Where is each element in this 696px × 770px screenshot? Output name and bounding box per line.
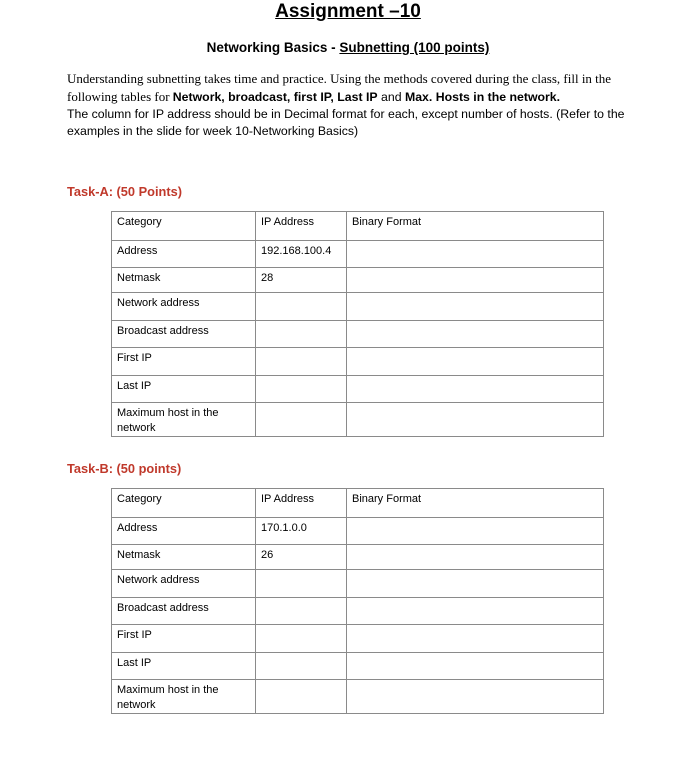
ip-address-cell[interactable] — [256, 348, 347, 376]
binary-format-cell[interactable] — [347, 268, 604, 293]
ip-address-cell[interactable]: 28 — [256, 268, 347, 293]
header-ip-address: IP Address — [256, 212, 347, 241]
instructions-text: Understanding subnetting takes time and practice. Using the methods covered during the class, fill in the following tables for — [67, 71, 612, 104]
category-cell: Last IP — [112, 653, 256, 680]
ip-address-cell[interactable] — [256, 680, 347, 714]
binary-format-cell[interactable] — [347, 598, 604, 625]
subtitle-prefix: Networking Basics - — [206, 40, 340, 55]
header-binary-format: Binary Format — [347, 489, 604, 518]
category-cell: Maximum host in the network — [112, 680, 256, 714]
binary-format-cell[interactable] — [347, 348, 604, 376]
table-row — [112, 625, 604, 653]
table-row — [112, 321, 604, 348]
binary-format-cell[interactable] — [347, 403, 604, 437]
category-cell: First IP — [112, 348, 256, 376]
header-binary-format: Binary Format — [347, 212, 604, 241]
binary-format-cell[interactable] — [347, 570, 604, 598]
table-row — [112, 518, 604, 545]
category-cell: Maximum host in the network — [112, 403, 256, 437]
binary-format-cell[interactable] — [347, 293, 604, 321]
binary-format-cell[interactable] — [347, 680, 604, 714]
table-row — [112, 545, 604, 570]
table-row — [112, 570, 604, 598]
instructions-paragraph-2: The column for IP address should be in Decimal format for each, except number of hosts. (Refer to the examples in the slide for week 10-Networking Basics) — [67, 107, 625, 138]
binary-format-cell[interactable] — [347, 625, 604, 653]
table-header-row — [112, 489, 604, 518]
ip-address-cell[interactable] — [256, 598, 347, 625]
table-row — [112, 376, 604, 403]
instructions-and: and — [377, 90, 405, 104]
binary-format-cell[interactable] — [347, 518, 604, 545]
category-cell: Netmask — [112, 268, 256, 293]
header-ip-address: IP Address — [256, 489, 347, 518]
page-subtitle — [0, 40, 696, 55]
category-cell: First IP — [112, 625, 256, 653]
task-a-table — [111, 211, 604, 437]
table-row — [112, 293, 604, 321]
binary-format-cell[interactable] — [347, 545, 604, 570]
page-title — [0, 1, 696, 23]
binary-format-cell[interactable] — [347, 376, 604, 403]
table-row — [112, 241, 604, 268]
table-row — [112, 680, 604, 714]
instructions — [67, 70, 642, 140]
category-cell: Network address — [112, 570, 256, 598]
header-category: Category — [112, 489, 256, 518]
table-row — [112, 403, 604, 437]
binary-format-cell[interactable] — [347, 653, 604, 680]
instructions-paragraph-1 — [67, 70, 642, 106]
ip-address-cell[interactable]: 192.168.100.4 — [256, 241, 347, 268]
table-row — [112, 348, 604, 376]
category-cell: Address — [112, 518, 256, 545]
category-cell: Network address — [112, 293, 256, 321]
binary-format-cell[interactable] — [347, 321, 604, 348]
page-title-text: Assignment –10 — [275, 1, 421, 22]
instructions-bold-hosts: Max. Hosts in the network. — [404, 90, 561, 104]
table-row — [112, 268, 604, 293]
ip-address-cell[interactable] — [256, 376, 347, 403]
task-b-table — [111, 488, 604, 714]
ip-address-cell[interactable] — [256, 653, 347, 680]
ip-address-cell[interactable] — [256, 403, 347, 437]
category-cell: Netmask — [112, 545, 256, 570]
ip-address-cell[interactable]: 26 — [256, 545, 347, 570]
header-category: Category — [112, 212, 256, 241]
category-cell: Broadcast address — [112, 321, 256, 348]
category-cell: Last IP — [112, 376, 256, 403]
instructions-bold-fields: Network, broadcast, first IP, Last IP — [172, 90, 378, 104]
ip-address-cell[interactable] — [256, 293, 347, 321]
task-b-heading: Task-B: (50 points) — [67, 461, 182, 476]
ip-address-cell[interactable] — [256, 625, 347, 653]
ip-address-cell[interactable]: 170.1.0.0 — [256, 518, 347, 545]
task-a-heading: Task-A: (50 Points) — [67, 184, 182, 199]
category-cell: Address — [112, 241, 256, 268]
subtitle-points: Subnetting (100 points) — [339, 40, 490, 55]
table-row — [112, 653, 604, 680]
category-cell: Broadcast address — [112, 598, 256, 625]
ip-address-cell[interactable] — [256, 570, 347, 598]
table-row — [112, 598, 604, 625]
table-header-row — [112, 212, 604, 241]
binary-format-cell[interactable] — [347, 241, 604, 268]
ip-address-cell[interactable] — [256, 321, 347, 348]
